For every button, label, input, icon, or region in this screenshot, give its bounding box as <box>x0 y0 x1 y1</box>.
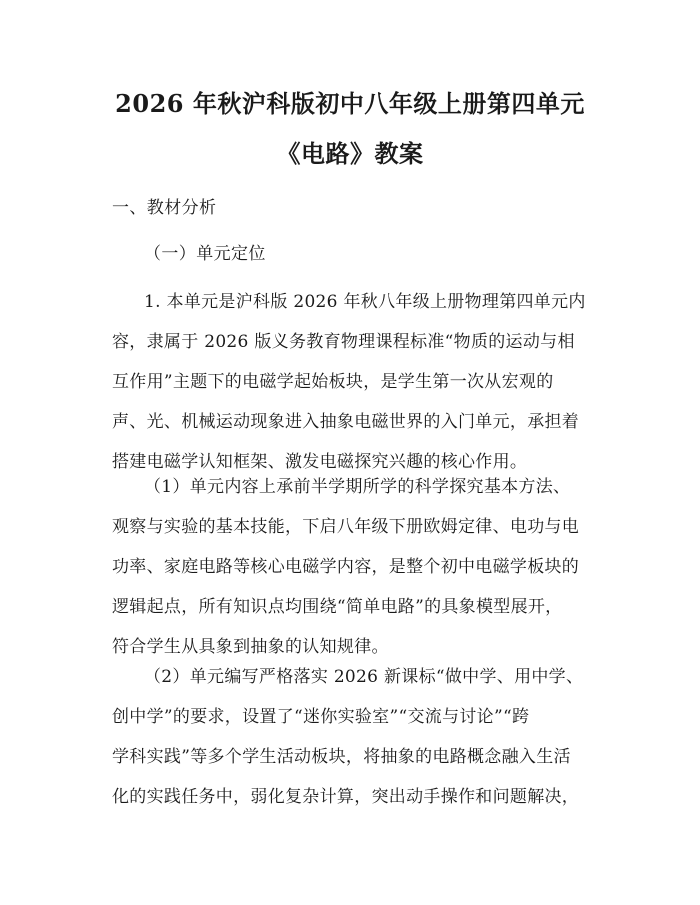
paragraph-line: 逻辑起点，所有知识点均围绕“简单电路”的具象模型展开， <box>112 597 563 617</box>
paragraph-line: 1. 本单元是沪科版 2026 年秋八年级上册物理第四单元内 <box>144 292 586 312</box>
section-heading: 一、教材分析 <box>112 198 217 218</box>
paragraph-1 <box>112 282 602 482</box>
paragraph-line: （2）单元编写严格落实 2026 新课标“做中学、用中学、 <box>144 667 584 687</box>
paragraph-line: 搭建电磁学认知框架、激发电磁探究兴趣的核心作用。 <box>112 452 528 472</box>
paragraph-line: 功率、家庭电路等核心电磁学内容，是整个初中电磁学板块的 <box>112 557 580 577</box>
paragraph-line: （1）单元内容上承前半学期所学的科学探究基本方法、 <box>144 477 571 497</box>
subsection-heading: （一）单元定位 <box>144 244 266 264</box>
document-title-line-2: 《电路》教案 <box>276 139 424 168</box>
paragraph-3 <box>112 657 602 817</box>
paragraph-line: 化的实践任务中，弱化复杂计算，突出动手操作和问题解决， <box>112 787 580 807</box>
document-title-line-1: 2026 年秋沪科版初中八年级上册第四单元 <box>115 89 585 118</box>
paragraph-line: 创中学”的要求，设置了“迷你实验室”“交流与讨论”“跨 <box>112 707 530 727</box>
paragraph-line: 学科实践”等多个学生活动板块，将抽象的电路概念融入生活 <box>112 747 571 767</box>
paragraph-line: 声、光、机械运动现象进入抽象电磁世界的入门单元，承担着 <box>112 412 580 432</box>
paragraph-line: 互作用”主题下的电磁学起始板块，是学生第一次从宏观的 <box>112 372 554 392</box>
paragraph-line: 符合学生从具象到抽象的认知规律。 <box>112 637 389 657</box>
paragraph-line: 观察与实验的基本技能，下启八年级下册欧姆定律、电功与电 <box>112 517 580 537</box>
paragraph-line: 容，隶属于 2026 版义务教育物理课程标准“物质的运动与相 <box>112 332 575 352</box>
paragraph-2 <box>112 467 602 667</box>
